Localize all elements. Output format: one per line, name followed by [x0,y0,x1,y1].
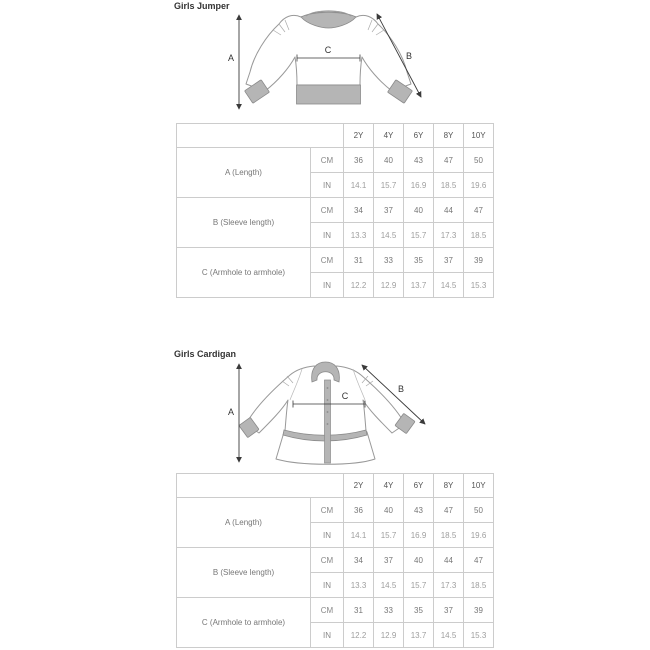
table-row [177,148,494,173]
value-cell: 33 [374,248,404,273]
unit-cell: IN [311,173,344,198]
cardigan-placket [325,380,331,463]
value-cell: 12.9 [374,623,404,648]
unit-cell: CM [311,198,344,223]
size-table-cardigan [176,473,494,648]
value-cell: 13.7 [404,623,434,648]
unit-cell: CM [311,248,344,273]
value-cell: 12.2 [344,273,374,298]
value-cell: 15.7 [404,573,434,598]
value-cell: 33 [374,598,404,623]
value-cell: 34 [344,548,374,573]
value-cell: 31 [344,598,374,623]
table-row [177,124,494,148]
table-row [177,248,494,273]
value-cell: 50 [464,148,494,173]
table-row [177,498,494,523]
size-table-jumper [176,123,494,298]
dimension-label-b: B [397,384,405,394]
value-cell: 47 [434,148,464,173]
unit-cell: CM [311,598,344,623]
size-header-cell: 6Y [404,124,434,148]
size-header-cell: 10Y [464,474,494,498]
value-cell: 13.3 [344,573,374,598]
value-cell: 15.7 [374,523,404,548]
value-cell: 39 [464,248,494,273]
value-cell: 34 [344,198,374,223]
size-header-cell: 4Y [374,474,404,498]
size-header-cell: 4Y [374,124,404,148]
value-cell: 14.1 [344,523,374,548]
value-cell: 14.5 [374,573,404,598]
value-cell: 18.5 [434,173,464,198]
value-cell: 44 [434,198,464,223]
value-cell: 36 [344,148,374,173]
value-cell: 31 [344,248,374,273]
measurement-label-cell: B (Sleeve length) [177,198,311,248]
value-cell: 44 [434,548,464,573]
value-cell: 47 [464,548,494,573]
section-title-cardigan: Girls Cardigan [174,349,237,359]
cardigan-illustration [225,356,445,468]
unit-cell: IN [311,623,344,648]
table-row [177,474,494,498]
value-cell: 37 [434,598,464,623]
size-header-cell: 8Y [434,124,464,148]
value-cell: 17.3 [434,223,464,248]
value-cell: 15.3 [464,623,494,648]
size-header-cell: 2Y [344,474,374,498]
value-cell: 39 [464,598,494,623]
table-corner-cell [177,124,344,148]
value-cell: 16.9 [404,523,434,548]
value-cell: 35 [404,248,434,273]
measurement-label-cell: A (Length) [177,148,311,198]
measurement-label-cell: B (Sleeve length) [177,548,311,598]
value-cell: 19.6 [464,173,494,198]
value-cell: 35 [404,598,434,623]
value-cell: 17.3 [434,573,464,598]
unit-cell: CM [311,548,344,573]
value-cell: 40 [374,148,404,173]
value-cell: 16.9 [404,173,434,198]
size-header-cell: 8Y [434,474,464,498]
table-row [177,548,494,573]
value-cell: 12.2 [344,623,374,648]
value-cell: 40 [404,198,434,223]
value-cell: 14.5 [434,273,464,298]
measurement-label-cell: C (Armhole to armhole) [177,598,311,648]
value-cell: 12.9 [374,273,404,298]
value-cell: 40 [404,548,434,573]
unit-cell: IN [311,523,344,548]
unit-cell: IN [311,223,344,248]
value-cell: 47 [464,198,494,223]
unit-cell: CM [311,498,344,523]
dimension-label-a: A [227,407,235,417]
unit-cell: IN [311,573,344,598]
size-header-cell: 10Y [464,124,494,148]
value-cell: 14.5 [434,623,464,648]
measurement-label-cell: A (Length) [177,498,311,548]
value-cell: 13.3 [344,223,374,248]
value-cell: 37 [374,548,404,573]
size-header-cell: 6Y [404,474,434,498]
dimension-label-c: C [341,391,349,401]
section-title-jumper: Girls Jumper [174,1,230,11]
value-cell: 43 [404,148,434,173]
measurement-label-cell: C (Armhole to armhole) [177,248,311,298]
unit-cell: IN [311,273,344,298]
value-cell: 50 [464,498,494,523]
table-row [177,198,494,223]
value-cell: 40 [374,498,404,523]
value-cell: 13.7 [404,273,434,298]
value-cell: 37 [374,198,404,223]
dimension-label-a: A [227,53,235,63]
value-cell: 15.7 [404,223,434,248]
value-cell: 19.6 [464,523,494,548]
value-cell: 14.1 [344,173,374,198]
jumper-illustration [225,8,445,118]
dimension-label-c: C [324,45,332,55]
value-cell: 15.7 [374,173,404,198]
unit-cell: CM [311,148,344,173]
table-corner-cell [177,474,344,498]
value-cell: 18.5 [434,523,464,548]
jumper-hem-rib [297,85,361,104]
value-cell: 18.5 [464,573,494,598]
size-header-cell: 2Y [344,124,374,148]
table-row [177,598,494,623]
value-cell: 18.5 [464,223,494,248]
value-cell: 36 [344,498,374,523]
dimension-label-b: B [405,51,413,61]
value-cell: 43 [404,498,434,523]
value-cell: 15.3 [464,273,494,298]
value-cell: 47 [434,498,464,523]
value-cell: 14.5 [374,223,404,248]
value-cell: 37 [434,248,464,273]
